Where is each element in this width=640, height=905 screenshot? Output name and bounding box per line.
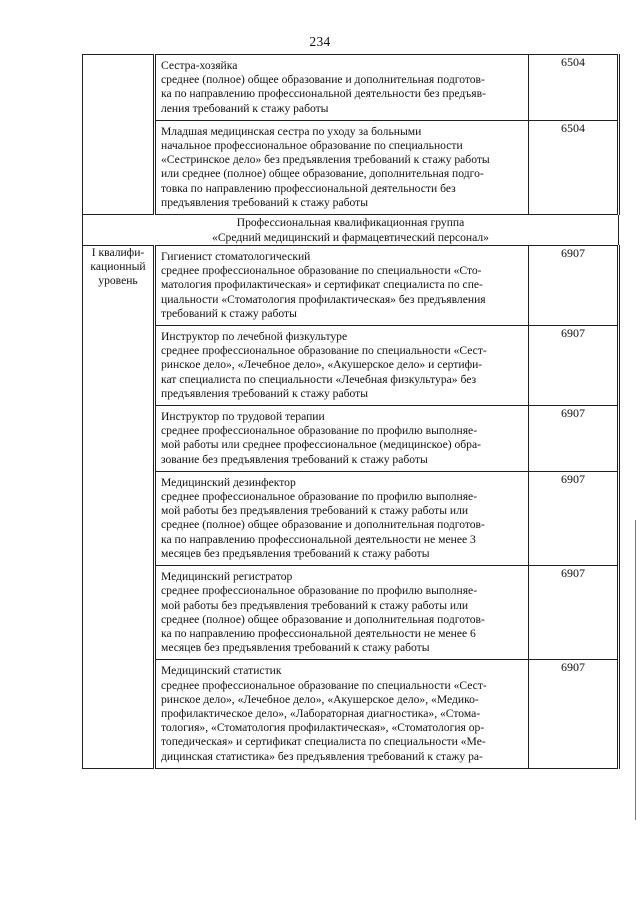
table-row [83, 326, 619, 406]
group-header-row [83, 215, 619, 246]
salary-value: 6907 [529, 246, 619, 326]
entry-cell [155, 326, 529, 406]
position-requirements: начальное профессиональное образование по специальности «Сестринское дело» без предъявления требований к стажу работы или среднее (полное) общее образование, дополнительная подго- товка по направлению профессиональной деятельности без предъявления требований к стажу работы [161, 139, 490, 209]
scan-edge-line [635, 520, 636, 820]
entry-cell [155, 246, 529, 326]
position-requirements: среднее профессиональное образование по профилю выполняе- мой работы без предъявления требований к стажу работы или среднее (полное) общее образование и дополнительная подготов- ка по направлению профессиональной деятельности не менее 6 месяцев без предъявления требований к стажу работы [161, 584, 485, 655]
salary-value: 6504 [529, 120, 619, 214]
salary-value: 6907 [529, 471, 619, 565]
salary-value: 6907 [529, 326, 619, 406]
table-row [83, 246, 619, 326]
position-title: Инструктор по трудовой терапии [161, 410, 325, 424]
entry-cell [155, 566, 529, 660]
qualification-level: I квалифи- кационный уровень [83, 246, 155, 769]
position-title: Гигиенист стоматологический [161, 250, 311, 264]
level-cell-empty [83, 55, 155, 215]
position-title: Медицинский регистратор [161, 570, 293, 584]
entry-cell [155, 55, 529, 121]
entry-cell [155, 120, 529, 214]
position-title: Медицинский статистик [161, 664, 282, 678]
table-row [83, 471, 619, 565]
table-row [83, 566, 619, 660]
position-title: Сестра-хозяйка [161, 59, 238, 72]
position-requirements: среднее профессиональное образование по специальности «Сест- ринское дело», «Лечебное дело», «Акушерское дело» и сертифи- кат специалиста по специальности «Лечебная физкультура» без предъявления требований к стажу работы [161, 344, 487, 400]
position-requirements: среднее профессиональное образование по профилю выполняе- мой работы без предъявления требований к стажу работы или среднее (полное) общее образование и дополнительная подготов- ка по направлению профессиональной деятельности не менее 3 месяцев без предъявления требований к стажу работы [161, 490, 485, 560]
salary-value: 6907 [529, 406, 619, 472]
group-header: Профессиональная квалификационная группа «Средний медицинский и фармацевтический персонал» [83, 215, 619, 246]
position-title: Инструктор по лечебной физкультуре [161, 330, 348, 344]
entry-cell [155, 406, 529, 472]
table-row [83, 120, 619, 214]
salary-value: 6504 [529, 55, 619, 121]
table-row [83, 55, 619, 121]
position-requirements: среднее (полное) общее образование и дополнительная подготов- ка по направлению профессиональной деятельности без предъяв- ления требований к стажу работы [161, 73, 486, 115]
position-title: Медицинский дезинфектор [161, 475, 296, 489]
salary-value: 6907 [529, 660, 619, 768]
position-title: Младшая медицинская сестра по уходу за больными [161, 124, 422, 138]
entry-cell [155, 471, 529, 565]
table-row [83, 406, 619, 472]
entry-cell [155, 660, 529, 768]
position-requirements: среднее профессиональное образование по специальности «Сто- матология профилактическая» и сертификат специалиста по спе- циальности «Стоматология профилактическая» без предъявления требований к стажу работы [161, 264, 486, 320]
page-number: 234 [309, 34, 331, 49]
table-row [83, 660, 619, 768]
position-requirements: среднее профессиональное образование по профилю выполняе- мой работы или среднее профессиональное (медицинское) обра- зование без предъявления требований к стажу работы [161, 424, 481, 466]
salary-value: 6907 [529, 566, 619, 660]
position-requirements: среднее профессиональное образование по специальности «Сест- ринское дело», «Лечебное дело», «Акушерское дело», «Медико- профилактическое дело», «Лабораторная диагностика», «Стома- тология», «Стоматология профилактическая», «Стоматология ор- топедическая» и сертификат специалиста по специальности «Ме- дицинская статистика» без предъявления требований к стажу ра- [161, 678, 487, 763]
qualification-table [82, 54, 620, 769]
